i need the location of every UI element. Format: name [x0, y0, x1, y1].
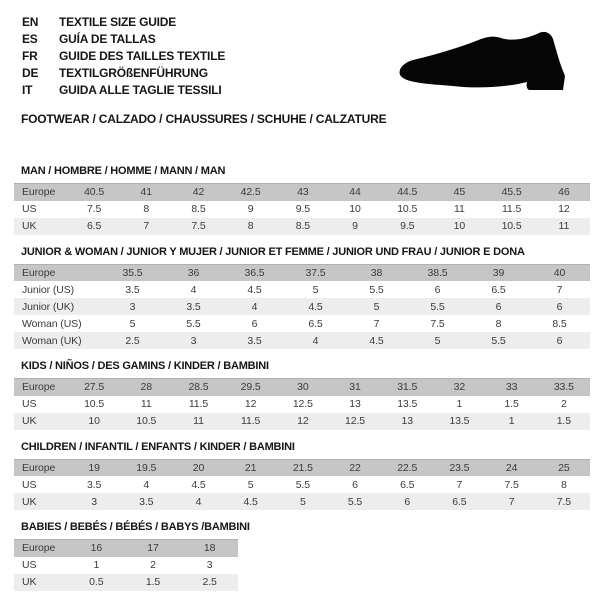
size-value: 44.5	[397, 186, 418, 199]
language-label: GUÍA DE TALLAS	[59, 32, 156, 46]
row-label: UK	[22, 495, 37, 508]
size-value: 7.5	[556, 495, 571, 508]
size-value: 3.5	[86, 478, 102, 491]
size-value: 4	[312, 334, 319, 347]
size-value: 46	[558, 186, 570, 199]
size-value: 5.5	[491, 334, 506, 347]
size-value: 11	[140, 398, 152, 410]
size-value: 30	[297, 381, 309, 394]
size-table-children	[14, 459, 590, 511]
size-table-junior-woman	[14, 264, 590, 350]
size-value: 7	[373, 317, 380, 330]
size-value: 5	[373, 300, 380, 313]
size-value: 35.5	[122, 266, 143, 279]
size-value: 12	[558, 203, 570, 215]
size-value: 3	[91, 495, 97, 508]
size-value: 38.5	[427, 266, 448, 279]
size-value: 21.5	[292, 461, 313, 474]
size-value: 8	[560, 478, 567, 491]
size-row	[14, 332, 590, 349]
size-value: 31.5	[397, 381, 418, 394]
size-value: 31	[349, 381, 361, 394]
size-value: 9	[247, 203, 254, 215]
size-value: 13	[401, 415, 413, 427]
size-value: 10.5	[397, 203, 418, 215]
size-section-babies	[14, 521, 590, 591]
dress-shoe-icon	[393, 26, 573, 102]
size-value: 25	[558, 461, 570, 474]
size-value: 3.5	[247, 334, 262, 347]
size-value: 9.5	[400, 220, 415, 232]
size-value: 33	[505, 381, 518, 394]
size-value: 4	[143, 478, 150, 491]
size-value: 28.5	[188, 381, 209, 394]
size-value: 6	[495, 300, 502, 313]
language-code: EN	[22, 15, 39, 29]
size-value: 2	[150, 559, 156, 571]
size-value: 1	[508, 415, 515, 427]
size-value: 8.5	[295, 220, 310, 232]
size-value: 9.5	[295, 203, 310, 215]
size-value: 36	[187, 266, 200, 279]
size-value: 6	[404, 495, 411, 508]
size-value: 4.5	[247, 283, 262, 296]
size-value: 5	[312, 283, 319, 296]
size-value: 4.5	[308, 300, 323, 313]
size-value: 7	[508, 495, 515, 508]
size-value: 40.5	[84, 186, 105, 199]
row-label: Europe	[22, 186, 56, 199]
size-value: 7	[143, 220, 150, 232]
size-value: 6	[556, 334, 563, 347]
table-title-man: MAN / HOMBRE / HOMME / MANN / MAN	[21, 165, 226, 177]
size-tables	[14, 165, 590, 591]
size-value: 12.5	[292, 398, 313, 410]
row-label: UK	[22, 415, 37, 427]
size-value: 5.5	[347, 495, 363, 508]
size-value: 12	[244, 398, 257, 410]
size-value: 13.5	[397, 398, 418, 410]
size-value: 28	[140, 381, 153, 394]
size-value: 12.5	[345, 415, 366, 427]
size-section-children	[14, 441, 590, 511]
size-row	[14, 574, 238, 591]
size-value: 2	[560, 398, 567, 410]
size-value: 7.5	[504, 478, 519, 491]
size-value: 5.5	[369, 283, 384, 296]
region-size-row	[14, 379, 590, 396]
size-value: 8.5	[552, 317, 567, 330]
size-value: 11.5	[501, 203, 522, 215]
size-table-babies	[14, 539, 238, 591]
size-value: 19	[88, 461, 100, 474]
size-value: 41	[140, 186, 153, 199]
size-value: 4.5	[243, 495, 258, 508]
language-code: IT	[22, 83, 33, 97]
size-value: 42	[192, 186, 205, 199]
size-value: 20	[192, 461, 205, 474]
size-value: 1.5	[145, 576, 161, 588]
size-value: 43	[297, 186, 309, 199]
size-value: 6.5	[308, 317, 323, 330]
size-value: 7.5	[86, 203, 102, 215]
size-row	[14, 298, 590, 315]
size-value: 4	[190, 283, 197, 296]
size-value: 5.5	[295, 478, 310, 491]
size-value: 6.5	[86, 220, 102, 232]
size-value: 5	[247, 478, 254, 491]
size-value: 37.5	[305, 266, 326, 279]
size-value: 4.5	[191, 478, 206, 491]
size-value: 8	[495, 317, 502, 330]
size-value: 8	[247, 220, 254, 232]
size-value: 45.5	[501, 186, 522, 199]
size-value: 1	[456, 398, 463, 410]
size-value: 5.5	[186, 317, 201, 330]
size-value: 11	[193, 415, 204, 427]
size-value: 11.5	[188, 398, 209, 410]
size-value: 10.5	[84, 398, 105, 410]
size-value: 6.5	[400, 478, 415, 491]
row-label: US	[22, 559, 37, 571]
region-size-row	[14, 459, 590, 476]
row-label: US	[22, 478, 37, 491]
size-value: 5	[434, 334, 441, 347]
size-section-junior-woman	[14, 246, 590, 350]
size-section-kids	[14, 360, 590, 430]
row-label: Woman (US)	[22, 317, 82, 330]
size-value: 3.5	[186, 300, 201, 313]
size-value: 6.5	[452, 495, 467, 508]
size-value: 3	[129, 300, 136, 313]
size-value: 42.5	[240, 186, 261, 199]
size-value: 6	[556, 300, 563, 313]
size-row	[14, 493, 590, 510]
size-value: 0.5	[89, 576, 104, 588]
size-value: 11.5	[241, 415, 261, 427]
language-label: TEXTILGRÖßENFÜHRUNG	[59, 66, 208, 80]
size-value: 16	[90, 542, 103, 555]
size-value: 33.5	[553, 381, 574, 394]
size-value: 12	[297, 415, 309, 427]
language-label: GUIDA ALLE TAGLIE TESSILI	[59, 83, 222, 97]
row-label: Europe	[22, 542, 56, 555]
size-value: 27.5	[84, 381, 105, 394]
size-row	[14, 201, 590, 218]
size-value: 11	[454, 203, 465, 215]
language-code: FR	[22, 49, 38, 63]
size-row	[14, 413, 590, 430]
size-value: 3.5	[139, 495, 154, 508]
size-value: 9	[352, 220, 358, 232]
size-value: 4.5	[369, 334, 384, 347]
row-label: Europe	[22, 461, 56, 474]
size-value: 7.5	[191, 220, 206, 232]
category-title: FOOTWEAR / CALZADO / CHAUSSURES / SCHUHE / CALZATURE	[21, 112, 387, 126]
size-value: 11	[558, 220, 570, 232]
size-value: 4	[195, 495, 202, 508]
size-value: 21	[244, 461, 257, 474]
row-label: US	[22, 398, 37, 410]
size-value: 8	[143, 203, 150, 215]
size-value: 2.5	[125, 334, 140, 347]
table-title-children: CHILDREN / INFANTIL / ENFANTS / KINDER / BAMBINI	[21, 440, 295, 453]
size-value: 13	[349, 398, 361, 410]
size-value: 6.5	[491, 283, 506, 296]
size-value: 1.5	[504, 398, 519, 410]
table-title-babies: BABIES / BEBÉS / BÉBÉS / BABYS /BAMBINI	[21, 521, 250, 533]
size-value: 10	[453, 220, 466, 232]
size-value: 6	[352, 478, 358, 491]
size-value: 23.5	[449, 461, 470, 474]
size-value: 3	[190, 334, 197, 347]
size-value: 7.5	[430, 317, 445, 330]
size-value: 32	[453, 381, 466, 394]
size-value: 10.5	[501, 220, 522, 232]
size-value: 1.5	[556, 415, 571, 427]
size-value: 45	[453, 186, 466, 199]
size-value: 7	[556, 283, 563, 296]
row-label: UK	[22, 576, 37, 588]
size-value: 1	[93, 559, 100, 571]
size-value: 5	[299, 495, 306, 508]
size-value: 5	[129, 317, 136, 330]
size-value: 22	[349, 461, 361, 474]
size-value: 24	[505, 461, 518, 474]
size-value: 3.5	[125, 283, 140, 296]
size-value: 6	[251, 317, 258, 330]
row-label: Junior (UK)	[22, 300, 74, 313]
size-row	[14, 315, 590, 332]
size-value: 10.5	[136, 415, 157, 427]
size-table-man	[14, 183, 590, 235]
size-value: 19.5	[136, 461, 157, 474]
size-value: 10	[349, 203, 361, 215]
size-value: 29.5	[240, 381, 261, 394]
row-label: US	[22, 203, 37, 215]
size-value: 36.5	[244, 266, 265, 279]
size-value: 2.5	[202, 576, 217, 588]
region-size-row	[14, 264, 590, 281]
row-label: Europe	[22, 266, 56, 279]
row-label: Woman (UK)	[22, 334, 82, 347]
size-value: 5.5	[430, 300, 445, 313]
size-value: 17	[147, 542, 159, 555]
size-value: 10	[88, 415, 100, 427]
row-label: Europe	[22, 381, 56, 394]
size-value: 22.5	[397, 461, 418, 474]
size-row	[14, 557, 238, 574]
size-value: 6	[434, 283, 441, 296]
region-size-row	[14, 540, 238, 557]
language-label: TEXTILE SIZE GUIDE	[59, 15, 177, 29]
size-row	[14, 476, 590, 493]
size-value: 4	[251, 300, 258, 313]
size-table-kids	[14, 378, 590, 430]
size-value: 39	[492, 266, 505, 279]
size-value: 8.5	[191, 203, 206, 215]
size-row	[14, 396, 590, 413]
size-value: 38	[370, 266, 383, 279]
size-value: 7	[456, 478, 463, 491]
row-label: UK	[22, 220, 37, 232]
region-size-row	[14, 184, 590, 201]
row-label: Junior (US)	[22, 283, 74, 296]
language-code: DE	[22, 66, 39, 80]
size-value: 40	[553, 266, 566, 279]
size-value: 44	[349, 186, 361, 199]
size-section-man	[14, 165, 590, 235]
language-label: GUIDE DES TAILLES TEXTILE	[59, 49, 226, 63]
size-value: 18	[203, 542, 216, 555]
table-title-junior-woman: JUNIOR & WOMAN / JUNIOR Y MUJER / JUNIOR ET FEMME / JUNIOR UND FRAU / JUNIOR E DONA	[21, 245, 525, 258]
size-row	[14, 218, 590, 235]
language-code: ES	[22, 32, 38, 46]
size-value: 13.5	[449, 415, 470, 427]
size-row	[14, 281, 590, 298]
size-value: 3	[206, 559, 213, 571]
table-title-kids: KIDS / NIÑOS / DES GAMINS / KINDER / BAMBINI	[21, 360, 269, 372]
